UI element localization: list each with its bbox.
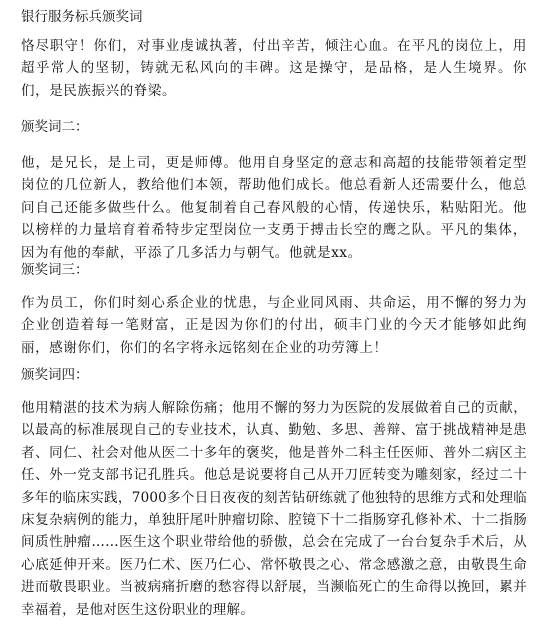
award-paragraph-3: 作为员工，你们时刻心系企业的忧患，与企业同风雨、共命运，用不懈的努力为企业创造着每一笔财富，正是因为你们的付出，硕丰门业的今天才能够如此绚丽，感谢你们，你们的名字将永远铭刻在企业的功劳簿上！: [21, 295, 527, 356]
award-paragraph-2: 他，是兄长，是上司，更是师傅。他用自身坚定的意志和高超的技能带领着定型岗位的几位新人，教给他们本领，帮助他们成长。他总看新人还需要什么，他总问自己还能多做些什么。他复制着自己春风般的心情，传递快乐，粘贴阳光。他以榜样的力量培育着希特步定型岗位一支勇于搏击长空的鹰之队。平凡的集体，因为有他的奉献，平添了几多活力与朝气。他就是xx。: [21, 155, 527, 261]
award-heading-3: 颁奖词三：: [21, 262, 89, 278]
document-title: 银行服务标兵颁奖词: [21, 9, 143, 25]
award-heading-4: 颁奖词四：: [21, 367, 89, 383]
award-heading-2: 颁奖词二：: [21, 119, 89, 135]
award-paragraph-4: 他用精湛的技术为病人解除伤痛；他用不懈的努力为医院的发展做着自己的贡献，以最高的标准展现自己的专业技术，认真、勤勉、多思、善辩、富于挑战精神是患者、同仁、社会对他从医二十多年的褒奖，他是普外二科主任医师、普外二病区主任、外一党支部书记孔胜兵。他总是说要将自己从开刀匠转变为雕刻家，经过二十多年的临床实践，7000多个日日夜夜的刻苦钻研练就了他独特的思维方式和处理临床复杂病例的能力，单独肝尾叶肿瘤切除、腔镜下十二指肠穿孔修补术、十二指肠间质性肿瘤……医生这个职业带给他的骄傲，总会在完成了一台台复杂手术后，从心底延伸开来。医乃仁术、医乃仁心、常怀敬畏之心、常念感激之意，由敬畏生命进而敬畏职业。当被病痛折磨的愁容得以舒展，当濒临死亡的生命得以挽回，累并幸福着，是他对医生这份职业的理解。: [21, 400, 527, 618]
award-paragraph-1: 恪尽职守！你们，对事业虔诚执著，付出辛苦，倾注心血。在平凡的岗位上，用超乎常人的坚韧，铸就无私风向的丰碑。这是操守，是品格，是人生境界。你们，是民族振兴的脊梁。: [21, 38, 527, 99]
